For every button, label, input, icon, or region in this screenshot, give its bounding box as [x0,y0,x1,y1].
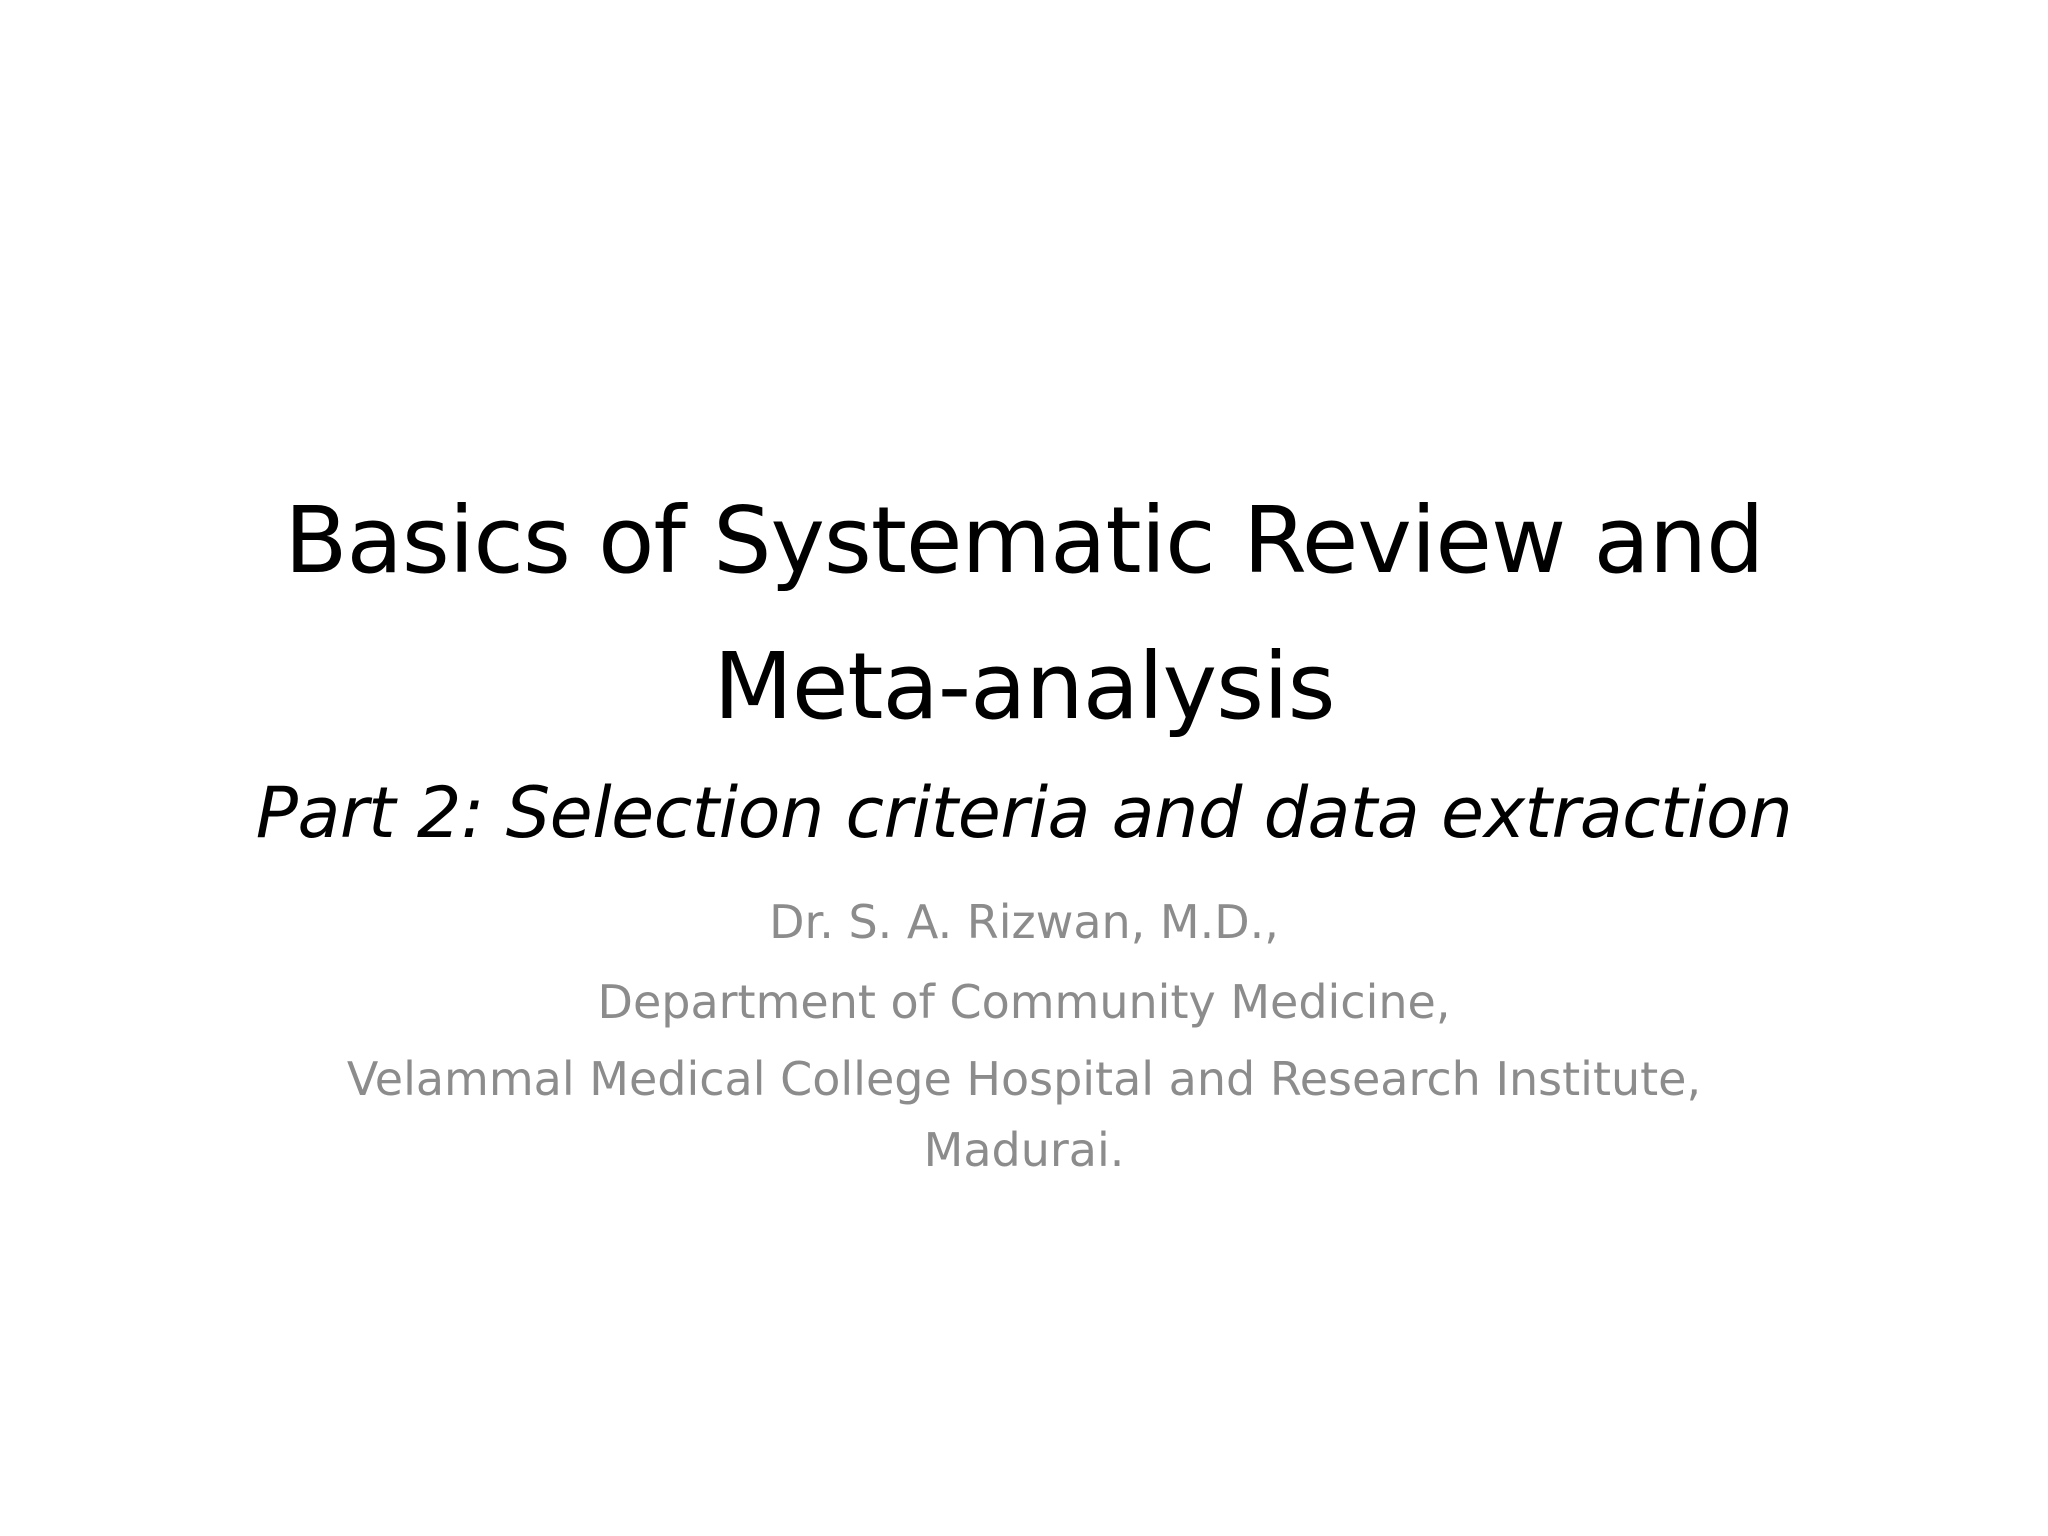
title-line-2: Meta-analysis [713,633,1335,740]
department-name: Department of Community Medicine, [597,975,1451,1029]
author-name: Dr. S. A. Rizwan, M.D., [769,895,1279,949]
title-line-1: Basics of Systematic Review and [284,487,1764,594]
institute-line-1: Velammal Medical College Hospital and Research Institute, [346,1052,1702,1106]
institute-line-2: Madurai. [923,1123,1125,1177]
subtitle: Part 2: Selection criteria and data extraction [255,772,1793,854]
author-block [150,882,1898,1184]
title-block [150,468,1898,866]
